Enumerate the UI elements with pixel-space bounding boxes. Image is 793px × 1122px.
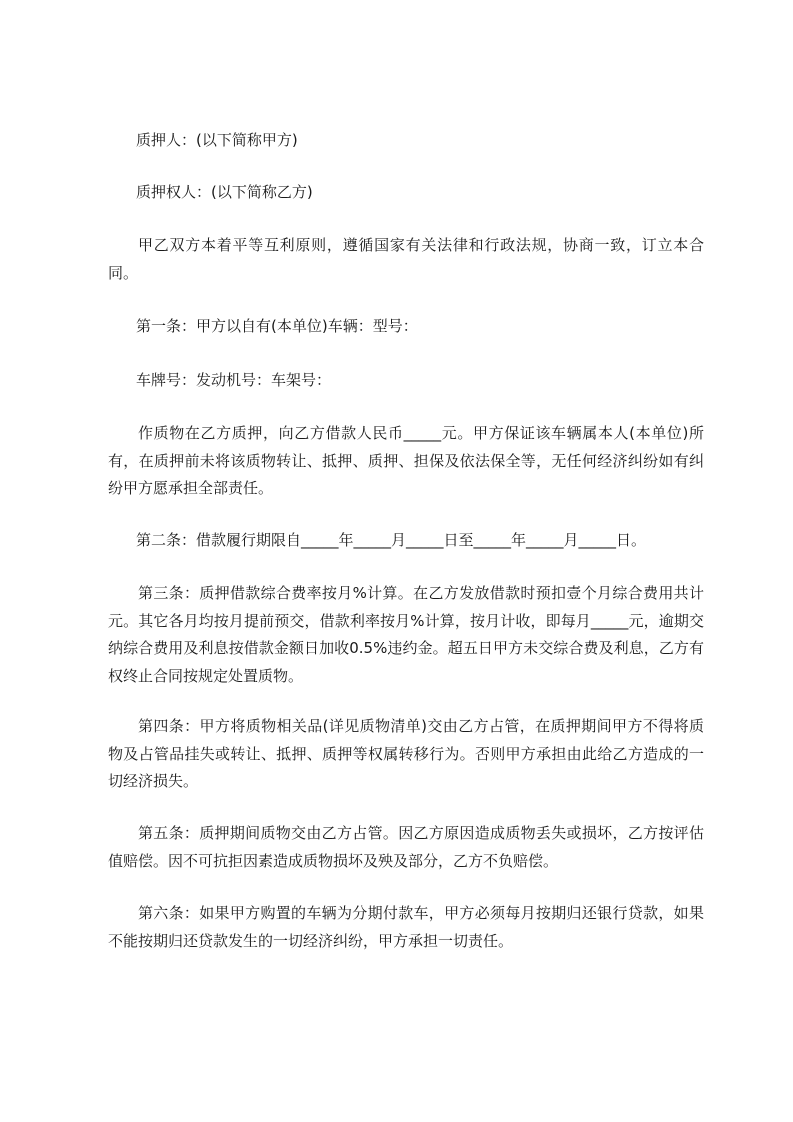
- preamble-paragraph: 甲乙双方本着平等互利原则，遵循国家有关法律和行政法规，协商一致，订立本合同。: [108, 236, 704, 282]
- article-5-paragraph: 第五条：质押期间质物交由乙方占管。因乙方原因造成质物丢失或损坏，乙方按评估值赔偿。因不可抗拒因素造成质物损坏及殃及部分，乙方不负赔偿。: [108, 824, 704, 870]
- pledge-loan-paragraph: 作质物在乙方质押，向乙方借款人民币_____元。甲方保证该车辆属本人(本单位)所有，在质押前未将该质物转让、抵押、质押、担保及依法保全等，无任何经济纠纷如有纠纷甲方愿承担全部责任。: [108, 424, 704, 497]
- article-1-paragraph: 第一条：甲方以自有(本单位)车辆：型号：: [136, 317, 418, 335]
- pledgee-line: 质押权人：(以下简称乙方): [136, 183, 313, 201]
- pledgor-line: 质押人：(以下简称甲方): [136, 131, 298, 149]
- article-3-paragraph: 第三条：质押借款综合费率按月%计算。在乙方发放借款时预扣壹个月综合费用共计元。其它各月均按月提前预交，借款利率按月%计算，按月计收，即每月_____元，逾期交纳综合费用及利息按借款金额日加收0.5%违约金。超五日甲方未交综合费及利息，乙方有权终止合同按规定处置质物。: [108, 584, 704, 685]
- article-4-paragraph: 第四条：甲方将质物相关品(详见质物清单)交由乙方占管，在质押期间甲方不得将质物及占管品挂失或转让、抵押、质押等权属转移行为。否则甲方承担由此给乙方造成的一切经济损失。: [108, 717, 704, 790]
- article-2-paragraph: 第二条：借款履行期限自_____年_____月_____日至_____年_____月_____日。: [136, 531, 647, 549]
- vehicle-ids-line: 车牌号：发动机号：车架号：: [136, 371, 332, 389]
- article-6-paragraph: 第六条：如果甲方购置的车辆为分期付款车，甲方必须每月按期归还银行贷款，如果不能按期归还贷款发生的一切经济纠纷，甲方承担一切责任。: [108, 904, 704, 950]
